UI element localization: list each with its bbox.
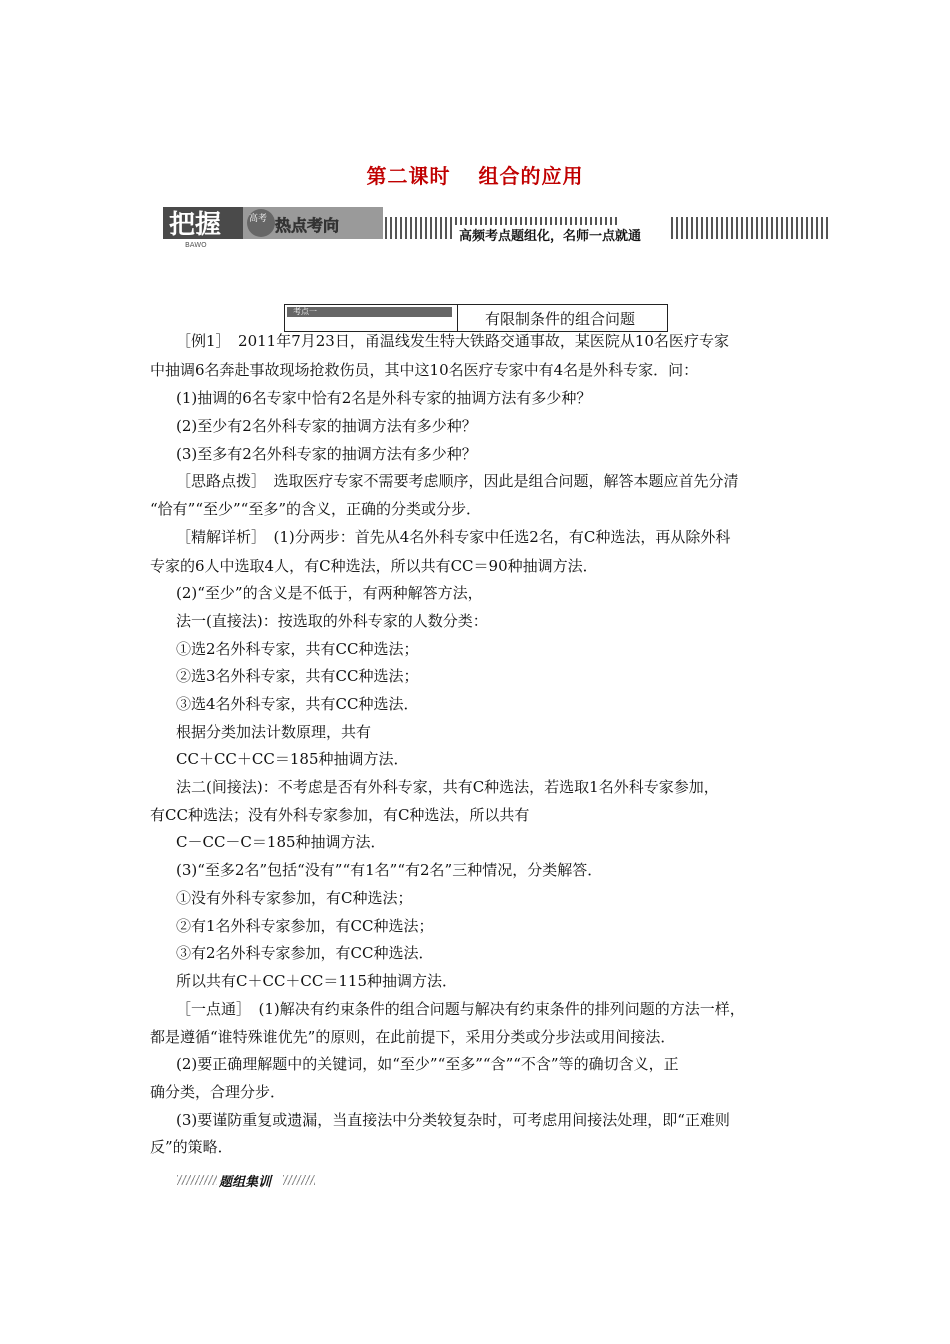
topic-divider [457,305,458,331]
topic-label: 有限制条件的组合问题 [485,310,636,328]
text-line: ①没有外科专家参加，有C种选法； [176,889,413,907]
text-line: ③选4名外科专家，共有CC种选法． [176,695,419,713]
banner-stripes-right [671,217,829,239]
logo-pinyin-text: BAWO [185,241,207,247]
topic-tag [287,307,452,317]
text-line: (1)抽调的6名专家中恰有2名是外科专家的抽调方法有多少种？ [176,389,592,407]
text-line: ［例1］ 2011年7月23日，甬温线发生特大铁路交通事故，某医院从10名医疗专家 [176,332,729,350]
exercise-set-label: 题组集训 [219,1175,272,1190]
text-line: 反”的策略． [150,1138,233,1156]
text-line: (2)至少有2名外科专家的抽调方法有多少种？ [176,417,477,435]
text-line: ［一点通］ (1)解决有约束条件的组合问题与解决有约束条件的排列问题的方法一样， [176,1000,745,1018]
text-line: C－CC－C＝185种抽调方法． [176,833,386,851]
text-line: ［思路点拨］ 选取医疗专家不需要考虑顺序，因此是组合问题，解答本题应首先分清 [176,472,739,490]
title-topic: 组合的应用 [478,164,584,188]
text-line: 法一(直接法)：按选取的外科专家的人数分类： [176,612,488,630]
text-line: (3)要谨防重复或遗漏，当直接法中分类较复杂时，可考虑用间接法处理，即“正难则 [176,1111,730,1129]
bawo-logo [163,207,383,247]
banner-slogan: 高频考点题组化，名师一点就通 [455,225,645,244]
text-line: (3)“至多2名”包括“没有”“有1名”“有2名”三种情况，分类解答． [176,861,603,879]
text-line: ③有2名外科专家参加，有CC种选法． [176,944,434,962]
text-line: (2)要正确理解题中的关键词，如“至少”“至多”“含”“不含”等的确切含义，正 [176,1055,679,1073]
text-line: 根据分类加法计数原理，共有 [176,723,372,741]
hatch-decoration [177,1175,217,1185]
text-line: 专家的6人中选取4人，有C种选法，所以共有CC＝90种抽调方法． [150,557,598,575]
text-line: 所以共有C＋CC＋CC＝115种抽调方法． [176,972,458,990]
text-line: 确分类，合理分步． [150,1083,286,1101]
text-line: ［精解详析］ (1)分两步：首先从4名外科专家中任选2名，有C种选法，再从除外科 [176,528,731,546]
section-banner [163,207,829,247]
topic-box [284,304,668,332]
text-line: (3)至多有2名外科专家的抽调方法有多少种？ [176,445,477,463]
text-line: ①选2名外科专家，共有CC种选法； [176,640,419,658]
hatch-decoration [283,1175,315,1185]
exercise-set-header [177,1171,327,1189]
text-line: (2)“至少”的含义是不低于，有两种解答方法， [176,584,483,602]
text-line: 中抽调6名奔赴事故现场抢救伤员，其中这10名医疗专家中有4名是外科专家．问： [150,361,699,379]
page-title [0,160,950,189]
text-line: ②有1名外科专家参加，有CC种选法； [176,917,434,935]
logo-main-text: 把握 [169,210,222,240]
topic-tag-text: 考点一 [293,307,317,316]
text-line: ②选3名外科专家，共有CC种选法； [176,667,419,685]
text-line: 都是遵循“谁特殊谁优先”的原则，在此前提下，采用分类或分步法或用间接法． [150,1028,676,1046]
text-line: 法二(间接法)：不考虑是否有外科专家，共有C种选法，若选取1名外科专家参加， [176,778,719,796]
title-lesson: 第二课时 [366,164,451,188]
logo-small-text: 高考 [249,214,268,224]
text-line: 有CC种选法；没有外科专家参加，有C种选法，所以共有 [150,806,530,824]
text-line: “恰有”“至少”“至多”的含义，正确的分类或分步． [150,500,482,518]
text-line: CC＋CC＋CC＝185种抽调方法． [176,750,409,768]
logo-hot-text: 热点考向 [275,216,340,235]
